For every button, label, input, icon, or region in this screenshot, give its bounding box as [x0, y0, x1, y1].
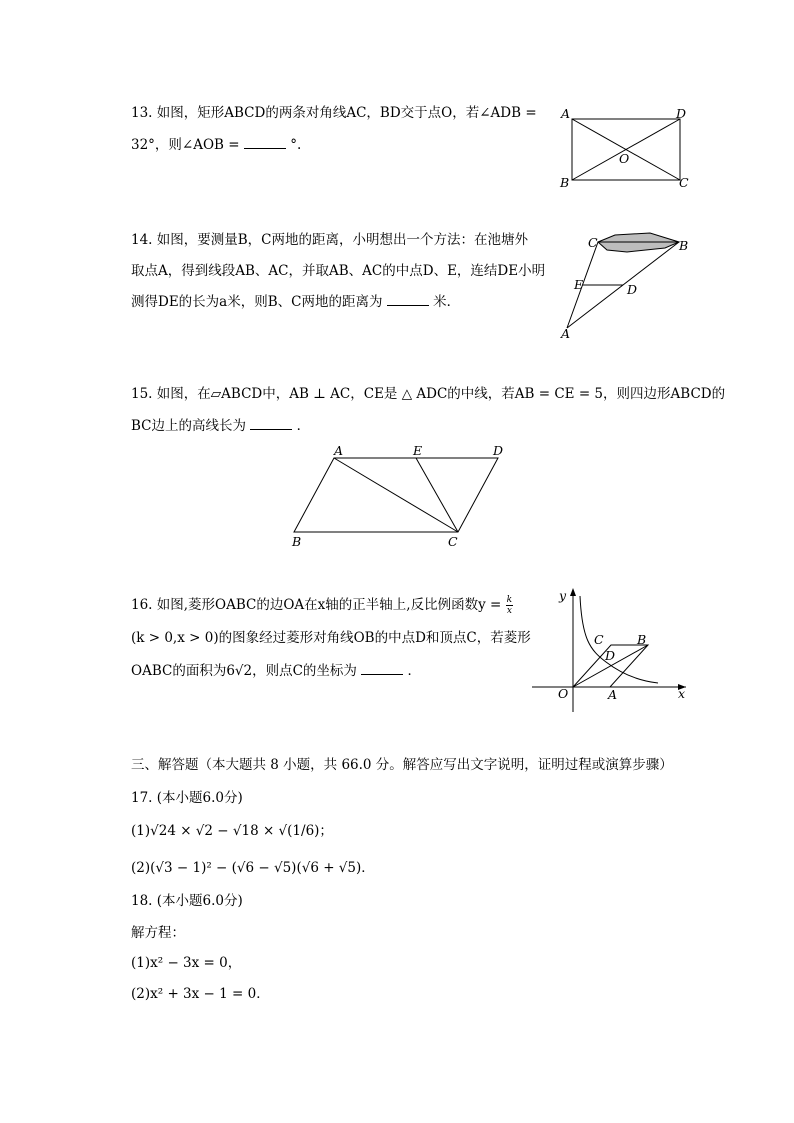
q13-label-c: C [679, 175, 689, 190]
q14-pond-figure [555, 228, 695, 346]
q15-line2 [131, 415, 310, 436]
q16-label-o: O [558, 686, 569, 701]
q15-label-b: B [292, 534, 302, 549]
q16-label-d: D [605, 648, 616, 663]
q15-parallelogram-figure [282, 440, 512, 552]
q18-part1: (1)x² − 3x = 0， [131, 955, 242, 971]
q13-line1: 13. 如图，矩形ABCD的两条对角线AC，BD交于点O，若∠ADB = [131, 105, 537, 121]
q14-line3 [131, 291, 460, 312]
q14-line3b: 米． [433, 294, 461, 310]
q16-line1a: 16. 如图,菱形OABC的边OA在x轴的正半轴上,反比例函数y = [131, 597, 502, 613]
q14-label-e: E [574, 277, 584, 292]
q18-part2: (2)x² + 3x − 1 = 0． [131, 986, 270, 1002]
q15-answer-blank[interactable] [250, 415, 292, 430]
q13-line2 [131, 134, 301, 155]
q13-label-b: B [560, 175, 570, 190]
q16-line2: (k > 0,x > 0)的图象经过菱形对角线OB的中点D和顶点C，若菱形 [131, 630, 531, 646]
q17-heading: 17. (本小题6.0分) [131, 790, 243, 806]
q15-label-d: D [493, 443, 504, 458]
q16-line3a: OABC的面积为6√2，则点C的坐标为 [131, 663, 357, 679]
q14-line2: 取点A，得到线段AB、AC，并取AB、AC的中点D、E，连结DE小明 [131, 263, 546, 279]
q13-answer-blank[interactable] [244, 134, 286, 149]
q14-line1: 14. 如图，要测量B，C两地的距离，小明想出一个方法：在池塘外 [131, 232, 529, 248]
q16-frac-den: x [506, 606, 512, 616]
q15-label-a: A [334, 443, 344, 458]
q16-rhombus-figure [528, 584, 698, 716]
q15-line2a: BC边上的高线长为 [131, 418, 247, 434]
q13-line2a: 32°，则∠AOB = [131, 137, 240, 153]
q16-answer-blank[interactable] [361, 660, 403, 675]
q16-label-c: C [594, 632, 604, 647]
q17-part2: (2)(√3 − 1)² − (√6 − √5)(√6 + √5)． [131, 860, 375, 876]
q13-rectangle-figure [555, 102, 705, 194]
q13-label-d: D [676, 106, 687, 121]
q14-label-d: D [627, 282, 638, 297]
q14-answer-blank[interactable] [387, 291, 429, 306]
q13-label-o: O [619, 151, 630, 166]
q15-line2b: ． [296, 418, 311, 434]
q15-line1: 15. 如图，在▱ABCD中，AB ⊥ AC，CE是 △ ADC的中线，若AB = CE = 5，则四边形ABCD的 [131, 386, 726, 402]
q13-line2b: °. [290, 137, 302, 153]
q16-frac-num: k [506, 595, 513, 605]
q14-label-b: B [679, 238, 689, 253]
q17-part1: (1)√24 × √2 − √18 × √(1/6)； [131, 823, 333, 839]
q16-label-x: x [678, 686, 686, 701]
q16-line1 [131, 595, 513, 616]
q18-intro: 解方程： [131, 925, 185, 941]
q16-line3 [131, 660, 421, 681]
q16-line3b: ． [407, 663, 422, 679]
q14-line3a: 测得DE的长为a米，则B、C两地的距离为 [131, 294, 383, 310]
q14-label-a: A [561, 326, 571, 341]
q14-label-c: C [588, 235, 598, 250]
q16-label-b: B [637, 632, 647, 647]
q13-label-a: A [561, 106, 571, 121]
q15-label-e: E [413, 443, 423, 458]
q16-label-y: y [559, 588, 567, 603]
hyperbola-curve [580, 596, 658, 683]
section-3-heading: 三、解答题（本大题共 8 小题，共 66.0 分。解答应写出文字说明，证明过程或演算步骤） [131, 757, 673, 773]
q18-heading: 18. (本小题6.0分) [131, 893, 243, 909]
q15-label-c: C [448, 534, 458, 549]
q16-label-a: A [608, 687, 618, 702]
q16-fraction [506, 595, 513, 616]
